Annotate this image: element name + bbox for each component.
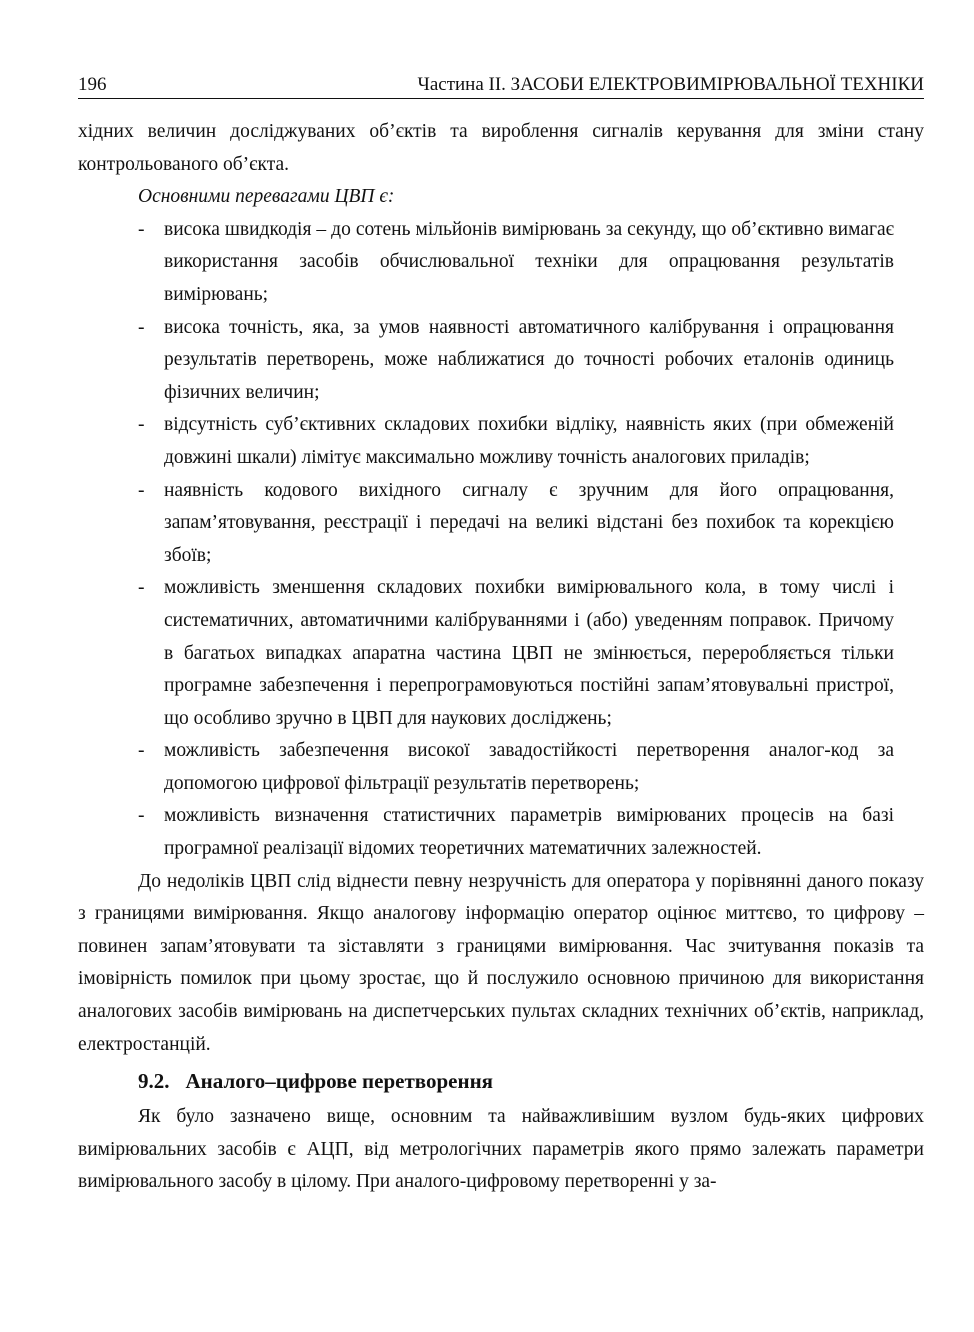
bullet-dash: -	[138, 414, 145, 436]
bullet-dash: -	[138, 479, 145, 501]
list-item-text: висока точність, яка, за умов наявності автоматичного калібрування і опрацювання результатів перетворень, може наближатися до точності робочих еталонів одиниць фізичних величин;	[164, 316, 894, 403]
section-title: Аналого–цифрове перетворення	[185, 1069, 494, 1094]
list-item-text: наявність кодового вихідного сигналу є зручним для його опрацювання, запам’ятовування, реєстрації і передачі на великі відстані без похибок та корекцією збоїв;	[164, 479, 894, 566]
list-item	[78, 214, 924, 312]
list-item	[78, 735, 924, 800]
section-number: 9.2.	[138, 1069, 170, 1094]
bullet-dash: -	[138, 577, 145, 599]
disadvantages-paragraph: До недоліків ЦВП слід віднести певну незручність для оператора у порівнянні даного показу з границями вимірювання. Якщо аналогову інформацію оператор оцінює миттєво, то цифрову – повинен запам’ятовувати та зіставляти з границями вимірювання. Час зчитування показів та імовірність помилок при цьому зростає, що й послужило основною причиною для використання аналогових засобів вимірювань на диспетчерських пультах складних технічних об’єктів, наприклад, електростанцій.	[78, 870, 924, 1055]
running-title: Частина II. ЗАСОБИ ЕЛЕКТРОВИМІРЮВАЛЬНОЇ ТЕХНІКИ	[417, 74, 924, 95]
list-item	[78, 312, 924, 410]
list-item	[78, 409, 924, 474]
list-item	[78, 475, 924, 573]
section-heading	[78, 1061, 924, 1101]
list-item-text: можливість визначення статистичних параметрів вимірюваних процесів на базі програмної реалізації відомих теоретичних математичних залежностей.	[164, 805, 894, 860]
bullet-dash: -	[138, 316, 145, 338]
advantages-intro: Основними перевагами ЦВП є:	[138, 186, 395, 208]
section-paragraph: Як було зазначено вище, основним та найважливішим вузлом будь-яких цифрових вимірювальних засобів є АЦП, від метрологічних параметрів якого прямо залежать параметри вимірювального засобу в цілому. При аналого-цифровому перетворенні у за-	[78, 1106, 924, 1193]
running-header	[78, 74, 924, 99]
page-body	[78, 116, 924, 1199]
list-item-text: відсутність суб’єктивних складових похибки відліку, наявність яких (при обмеженій довжині шкали) лімітує максимально можливу точність аналогових приладів;	[164, 414, 894, 468]
opening-paragraph: хідних величин досліджуваних об’єктів та вироблення сигналів керування для зміни стану контрольованого об’єкта.	[78, 121, 924, 175]
page-number: 196	[78, 74, 107, 95]
bullet-dash: -	[138, 218, 145, 240]
list-item-text: можливість зменшення складових похибки вимірювального кола, в тому числі і систематичних, автоматичними калібруваннями і (або) уведенням поправок. Причому в багатьох випадках апаратна частина ЦВП не змінюється, переробляється тільки програмне забезпечення і перепрограмовуються постійні запам’ятовувальні пристрої, що особливо зручно в ЦВП для наукових досліджень;	[164, 577, 894, 729]
advantages-list	[78, 214, 924, 866]
bullet-dash: -	[138, 740, 145, 762]
bullet-dash: -	[138, 805, 145, 827]
list-item-text: висока швидкодія – до сотень мільйонів вимірювань за секунду, що об’єктивно вимагає використання засобів обчислювальної техніки для опрацювання результатів вимірювань;	[164, 218, 894, 305]
list-item-text: можливість забезпечення високої завадостійкості перетворення аналог-код за допомогою цифрової фільтрації результатів перетворень;	[164, 740, 894, 794]
list-item	[78, 572, 924, 735]
list-item	[78, 800, 924, 865]
